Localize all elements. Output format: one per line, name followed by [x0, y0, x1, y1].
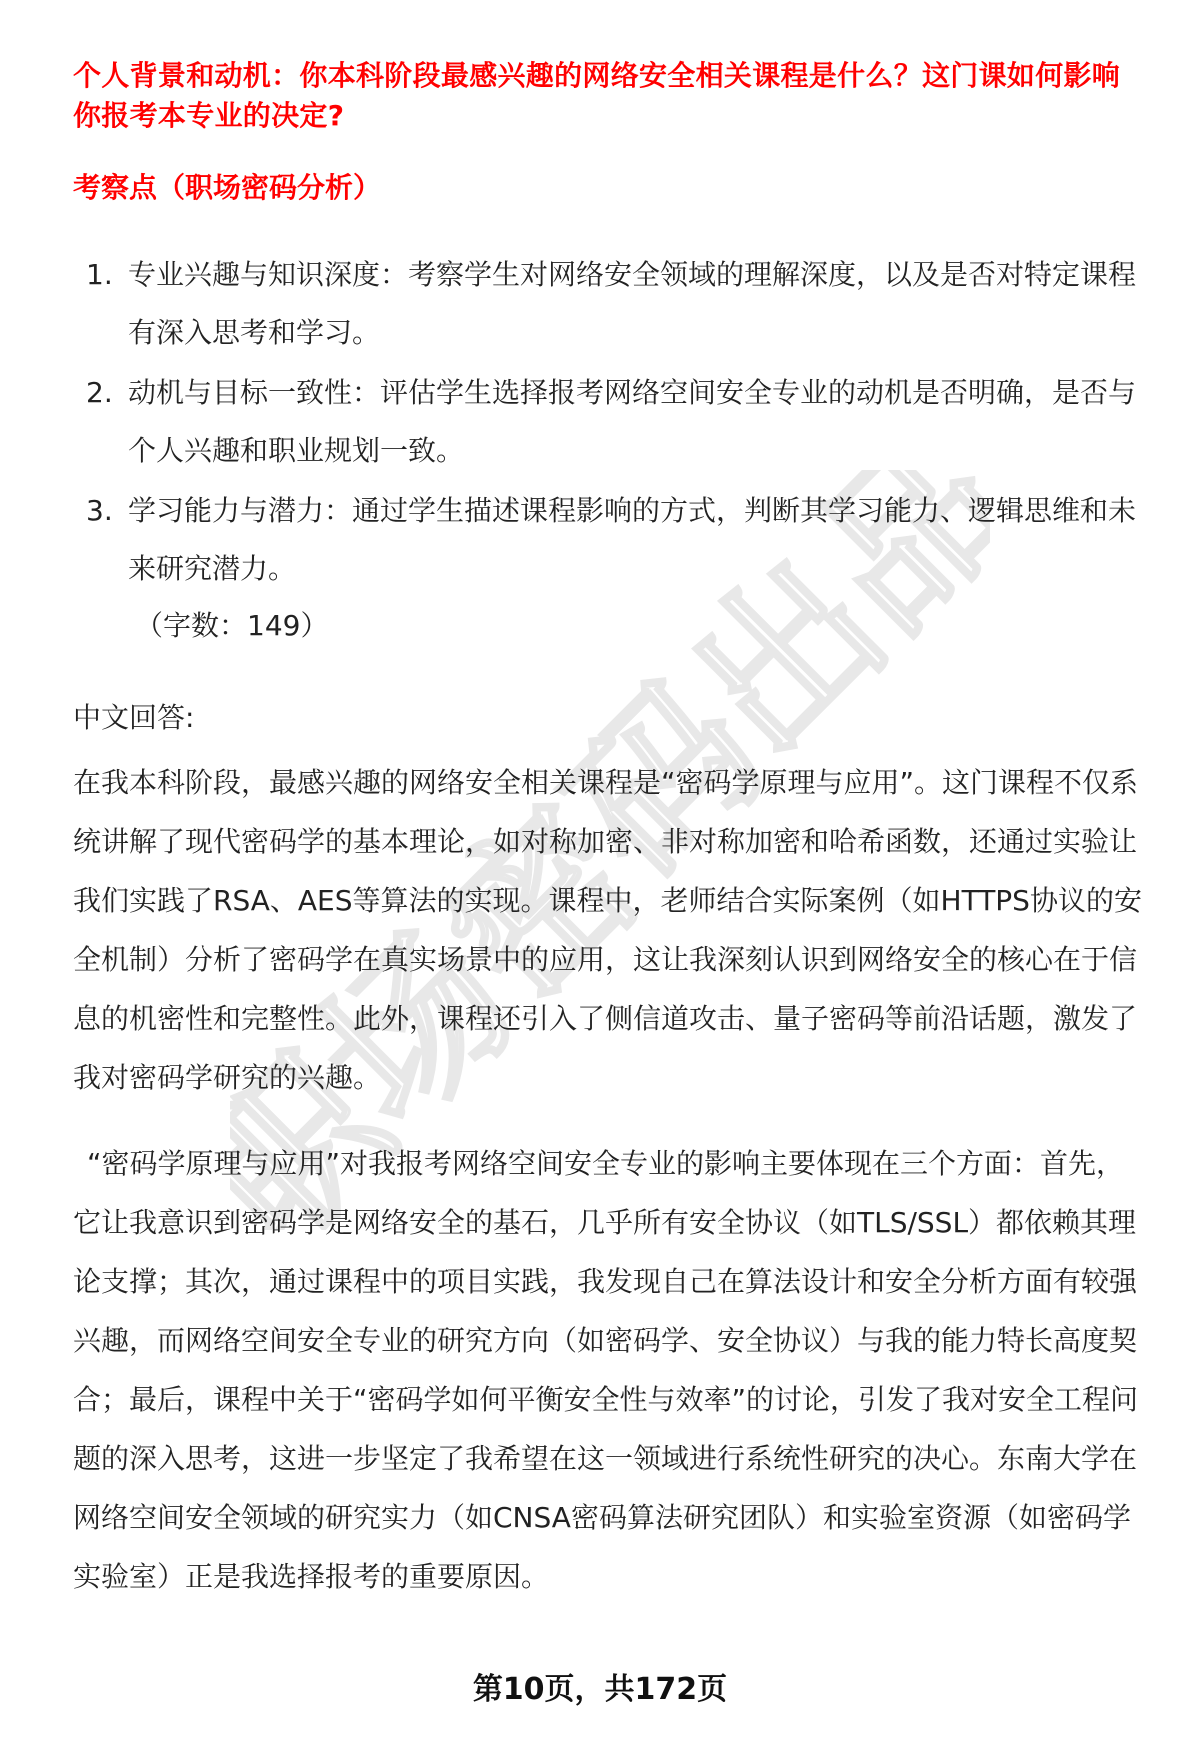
list-item-text: 学习能力与潜力：通过学生描述课程影响的方式，判断其学习能力、逻辑思维和未来研究潜力。 — [128, 494, 1137, 585]
answer-paragraph: “密码学原理与应用”对我报考网络空间安全专业的影响主要体现在三个方面：首先，它让我意识到密码学是网络安全的基石，几乎所有安全协议（如TLS/SSL）都依赖其理论支撑；其次，通过课程中的项目实践，我发现自己在算法设计和安全分析方面有较强兴趣，而网络空间安全专业的研究方向（如密码学、安全协议）与我的能力特长高度契合；最后，课程中关于“密码学如何平衡安全性与效率”的讨论，引发了我对安全工程问题的深入思考，这进一步坚定了我希望在这一领域进行系统性研究的决心。东南大学在网络空间安全领域的研究实力（如CNSA密码算法研究团队）和实验室资源（如密码学实验室）正是我选择报考的重要原因。 — [73, 1147, 1139, 1593]
list-item-text: 专业兴趣与知识深度：考察学生对网络安全领域的理解深度，以及是否对特定课程有深入思考和学习。 — [128, 258, 1137, 349]
list-item — [73, 246, 1148, 362]
answer-paragraph: 在我本科阶段，最感兴趣的网络安全相关课程是“密码学原理与应用”。这门课程不仅系统讲解了现代密码学的基本理论，如对称加密、非对称加密和哈希函数，还通过实验让我们实践了RSA、AES等算法的实现。课程中，老师结合实际案例（如HTTPS协议的安全机制）分析了密码学在真实场景中的应用，这让我深刻认识到网络安全的核心在于信息的机密性和完整性。此外，课程还引入了侧信道攻击、量子密码等前沿话题，激发了我对密码学研究的兴趣。 — [73, 766, 1142, 1094]
list-item-number: 1. — [86, 258, 113, 291]
list-item — [73, 364, 1148, 480]
assessment-points-list — [73, 246, 1148, 600]
watermark-text: 职场密码出品 — [230, 470, 990, 1230]
list-item-text: 动机与目标一致性：评估学生选择报考网络空间安全专业的动机是否明确，是否与个人兴趣和职业规划一致。 — [128, 376, 1137, 467]
page-number-footer: 第10页，共172页 — [472, 1672, 728, 1707]
answer-label: 中文回答: — [73, 701, 195, 734]
list-item-number: 2. — [86, 376, 113, 409]
list-item-number: 3. — [86, 494, 113, 527]
question-heading: 个人背景和动机：你本科阶段最感兴趣的网络安全相关课程是什么？这门课如何影响你报考本专业的决定? — [73, 59, 1121, 132]
word-count: （字数：149） — [135, 609, 329, 642]
section-title: 考察点（职场密码分析） — [73, 171, 382, 204]
list-item — [73, 482, 1148, 598]
